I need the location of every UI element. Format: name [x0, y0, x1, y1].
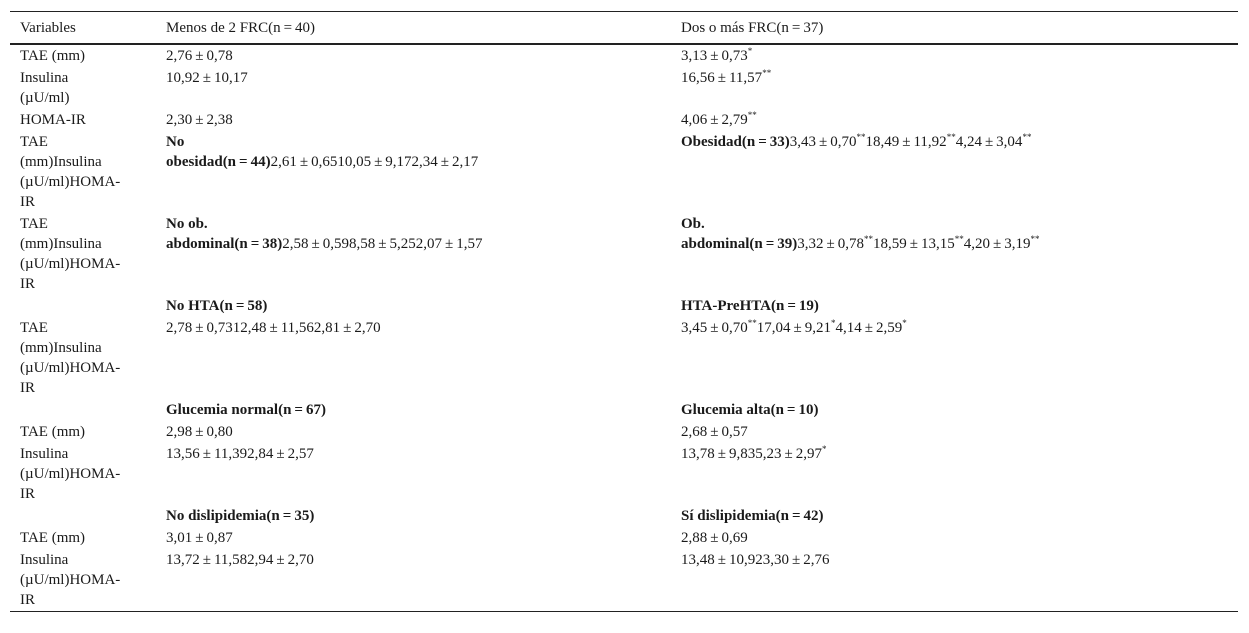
significance-mark: *	[902, 318, 907, 328]
cell-value: 10,92 ± 10,17	[166, 70, 248, 86]
table-row	[10, 44, 1238, 67]
group-label: Sí dislipidemia(n = 42)	[681, 508, 824, 524]
cell-value: 2,68 ± 0,57	[681, 424, 748, 440]
group-label: Obesidad(n = 33)	[681, 134, 790, 150]
cell-value: 4,24 ± 3,04	[955, 134, 1023, 150]
row-label: Insulina (µU/ml)HOMA- IR	[20, 552, 121, 608]
significance-mark: **	[954, 234, 964, 244]
cell-value: 13,56 ± 11,392,84 ± 2,57	[166, 446, 314, 462]
table-row	[10, 131, 1238, 213]
cell-value: 4,20 ± 3,19	[963, 236, 1031, 252]
cell-value: 17,04 ± 9,21	[756, 320, 831, 336]
row-label: TAE (mm)Insulina (µU/ml)HOMA- IR	[20, 216, 121, 292]
significance-mark: **	[747, 110, 757, 120]
group-label: Glucemia alta(n = 10)	[681, 402, 819, 418]
row-label: Insulina (µU/ml)HOMA- IR	[20, 446, 121, 502]
table-row	[10, 109, 1238, 131]
cell-value: 13,78 ± 9,835,23 ± 2,97	[681, 446, 822, 462]
group-label: No obesidad(n = 44)	[166, 134, 271, 170]
cell-value: 2,30 ± 2,38	[166, 112, 233, 128]
cell-value: 2,61 ± 0,6510,05 ± 9,172,34 ± 2,17	[270, 154, 479, 170]
group-label: No dislipidemia(n = 35)	[166, 508, 315, 524]
significance-mark: *	[747, 46, 753, 56]
cell-value: 2,78 ± 0,7312,48 ± 11,562,81 ± 2,70	[166, 320, 381, 336]
table-row	[10, 317, 1238, 399]
table-row	[10, 67, 1238, 109]
group-label: Ob. abdominal(n = 39)	[681, 216, 798, 252]
cell-value: 4,14 ± 2,59	[835, 320, 903, 336]
cell-value: 3,32 ± 0,78	[797, 236, 864, 252]
row-label: TAE (mm)	[20, 530, 86, 546]
cell-value: 13,72 ± 11,582,94 ± 2,70	[166, 552, 314, 568]
row-label: TAE (mm)Insulina (µU/ml)HOMA- IR	[20, 134, 121, 210]
cell-value: 3,01 ± 0,87	[166, 530, 233, 546]
table-row	[10, 549, 1238, 612]
table-row	[10, 399, 1238, 421]
row-label: TAE (mm)	[20, 424, 86, 440]
table-row	[10, 213, 1238, 295]
cell-value: 13,48 ± 10,923,30 ± 2,76	[681, 552, 830, 568]
significance-mark: **	[864, 234, 873, 244]
significance-mark: *	[821, 444, 827, 454]
cell-value: 3,43 ± 0,70	[789, 134, 857, 150]
table-row	[10, 527, 1238, 549]
group-label: No ob. abdominal(n = 38)	[166, 216, 283, 252]
significance-mark: **	[1022, 132, 1032, 142]
table-row	[10, 505, 1238, 527]
row-label: TAE (mm)	[20, 48, 86, 64]
group-label: Glucemia normal(n = 67)	[166, 402, 326, 418]
group-label: HTA-PreHTA(n = 19)	[681, 298, 819, 314]
cell-value: 2,98 ± 0,80	[166, 424, 233, 440]
significance-mark: **	[1030, 234, 1040, 244]
header-dos-o-mas-frc: Dos o más FRC(n = 37)	[681, 20, 824, 36]
header-row	[10, 12, 1238, 45]
cell-value: 2,76 ± 0,78	[166, 48, 233, 64]
header-variables: Variables	[20, 20, 76, 36]
data-table	[10, 11, 1238, 612]
row-label: HOMA-IR	[20, 112, 86, 128]
significance-mark: **	[747, 318, 757, 328]
header-menos-2-frc: Menos de 2 FRC(n = 40)	[166, 20, 316, 36]
row-label: TAE (mm)Insulina (µU/ml)HOMA- IR	[20, 320, 121, 396]
cell-value: 16,56 ± 11,57	[681, 70, 763, 86]
cell-value: 4,06 ± 2,79	[681, 112, 748, 128]
cell-value: 18,59 ± 13,15	[873, 236, 955, 252]
significance-mark: **	[856, 132, 866, 142]
cell-value: 2,58 ± 0,598,58 ± 5,252,07 ± 1,57	[282, 236, 483, 252]
cell-value: 2,88 ± 0,69	[681, 530, 748, 546]
cell-value: 3,45 ± 0,70	[681, 320, 748, 336]
group-label: No HTA(n = 58)	[166, 298, 268, 314]
table-row	[10, 295, 1238, 317]
cell-value: 3,13 ± 0,73	[681, 48, 748, 64]
cell-value: 18,49 ± 11,92	[865, 134, 947, 150]
significance-mark: *	[831, 318, 836, 328]
significance-mark: **	[946, 132, 956, 142]
significance-mark: **	[762, 68, 772, 78]
row-label: Insulina (µU/ml)	[20, 70, 70, 106]
table-row	[10, 443, 1238, 505]
table-row	[10, 421, 1238, 443]
